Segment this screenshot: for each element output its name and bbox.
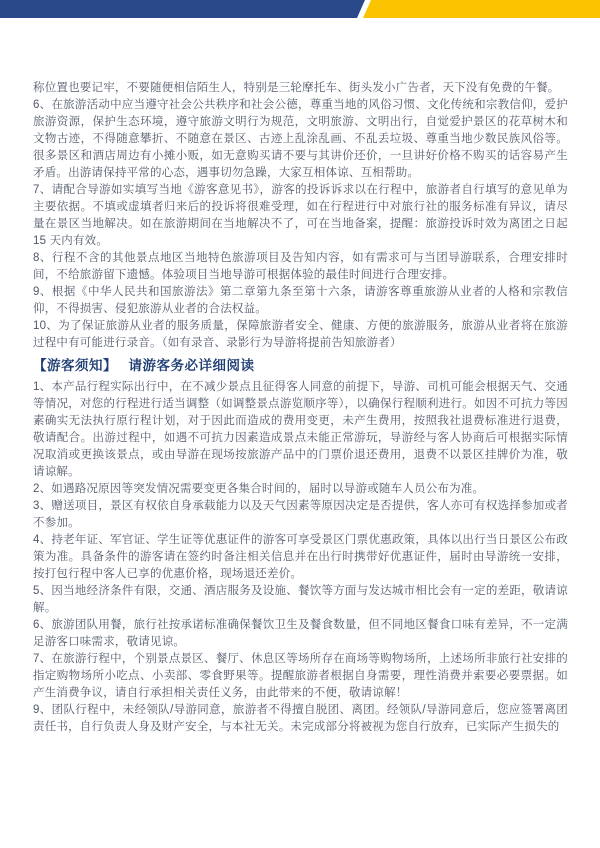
paragraph: 9、根据《中华人民共和国旅游法》第二章第九条至第十六条，请游客尊重旅游从业者的人格和宗教信仰，不得损害、侵犯旅游从业者的合法权益。	[33, 286, 568, 315]
paragraph: 1、本产品行程实际出行中，在不减少景点且征得客人同意的前提下，导游、司机可能会根据天气、交通等情况，对您的行程进行适当调整（如调整景点游览顺序等），以确保行程顺利进行。如因不可抗力等因素确实无法执行原行程计划，对于因此而造成的费用变更，未产生费用，按照我社退费标准进行退费，敬请配合。出游过程中，如遇不可抗力因素造成景点未能正常游玩，导游经与客人协商后可根据实际情况取消或更换该景点，或由导游在现场按旅游产品中的门票价退还费用，退费不以景区挂牌价为准，敬请谅解。	[33, 381, 568, 478]
visitor-notice-heading: 【游客须知】 请游客务必详细阅读	[33, 358, 255, 373]
document-content	[33, 80, 568, 736]
paragraph: 5、因当地经济条件有限，交通、酒店服务及设施、餐饮等方面与发达城市相比会有一定的差距，敬请谅解。	[33, 585, 568, 614]
header-decoration-band	[0, 0, 600, 18]
visitor-notice-section	[33, 379, 568, 736]
paragraph: 6、旅游团队用餐，旅行社按承诺标准确保餐饮卫生及餐食数量，但不同地区餐食口味有差异，不一定满足游客口味需求，敬请见谅。	[33, 619, 568, 648]
paragraph: 7、在旅游行程中，个别景点景区、餐厅、休息区等场所存在商场等购物场所，上述场所非旅行社安排的指定购物场所小吃点、小卖部、零食野果等。提醒旅游者根据自身需要，理性消费并索要必要票据。如产生消费争议，请自行承担相关责任义务，由此带来的不便，敬请谅解！	[33, 653, 568, 699]
travel-tips-section	[33, 80, 568, 352]
paragraph: 7、请配合导游如实填写当地《游客意见书》，游客的投诉诉求以在行程中，旅游者自行填写的意见单为主要依据。不填或虚填者归来后的投诉将很难受理，如在行程进行中对旅行社的服务标准有异议，请尽量在景区当地解决。如在旅游期间在当地解决不了，可在当地备案，提醒：旅游投诉时效为离团之日起 15 天内有效。	[33, 184, 568, 247]
paragraph: 2、如遇路况原因等突发情况需要变更各集合时间的，届时以导游或随车人员公布为准。	[33, 483, 485, 495]
paragraph: 9、团队行程中，未经领队/导游同意，旅游者不得擅自脱团、离团。经领队/导游同意后，您应签署离团责任书，自行负责人身及财产安全，与本社无关。未完成部分将被视为您自行放弃，已实际产生损失的	[33, 704, 568, 733]
paragraph: 4、持老年证、军官证、学生证等优惠证件的游客可享受景区门票优惠政策，具体以出行当日景区公布政策为准。具备条件的游客请在签约时备注相关信息并在出行时携带好优惠证件，届时由导游统一安排，按打包行程中客人已享的优惠价格，现场退还差价。	[33, 534, 568, 580]
paragraph: 3、赠送项目，景区有权依自身承载能力以及天气因素等原因决定是否提供，客人亦可有权选择参加或者不参加。	[33, 500, 568, 529]
paragraph: 6、在旅游活动中应当遵守社会公共秩序和社会公德，尊重当地的风俗习惯、文化传统和宗教信仰，爱护旅游资源，保护生态环境，遵守旅游文明行为规范，文明旅游、文明出行，自觉爱护景区的花草树木和文物古迹，不得随意攀折、不随意在景区、古迹上乱涂乱画、不乱丢垃圾、尊重当地少数民族风俗等。很多景区和酒店周边有小摊小贩，如无意购买请不要与其讲价还价，一旦讲好价格不购买的话容易产生矛盾。出游请保持平常的心态，遇事切勿急躁，大家互相体谅、互相帮助。	[33, 99, 568, 179]
paragraph: 10、为了保证旅游从业者的服务质量，保障旅游者安全、健康、方便的旅游服务，旅游从业者将在旅游过程中有可能进行录音。（如有录音、录影行为导游将提前告知旅游者）	[33, 320, 568, 349]
paragraph: 称位置也要记牢，不要随便相信陌生人，特别是三轮摩托车、街头发小广告者，天下没有免费的午餐。	[33, 82, 560, 94]
paragraph: 8、行程不含的其他景点地区当地特色旅游项目及告知内容，如有需求可与当团导游联系，合理安排时间，不给旅游留下遗憾。体验项目当地导游可根据体验的最佳时间进行合理安排。	[33, 252, 568, 281]
